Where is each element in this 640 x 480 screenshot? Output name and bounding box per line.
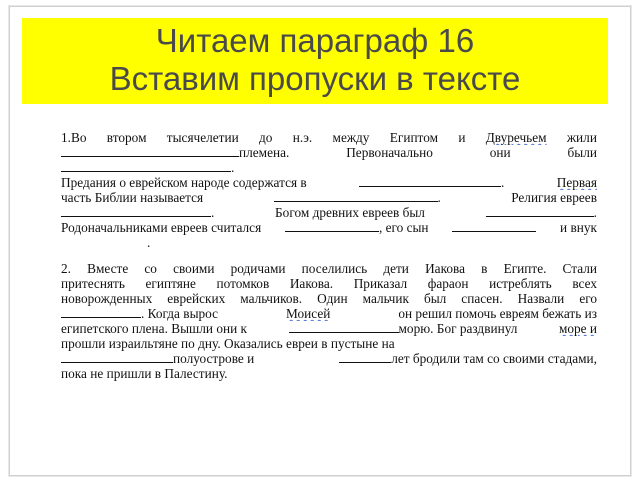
- fill-blank[interactable]: [274, 190, 438, 202]
- p2-text: притеснять египтяне потомков Иакова. Приказал фараон истреблять всех: [61, 276, 597, 291]
- fill-blank[interactable]: [285, 220, 379, 232]
- p1-text: и внук: [560, 220, 597, 235]
- p1-text: .: [593, 205, 597, 220]
- p1-line-8: [61, 235, 597, 250]
- fill-blank[interactable]: [289, 321, 399, 333]
- fill-blank[interactable]: [61, 351, 173, 363]
- p2-line-7: [61, 351, 597, 366]
- p2-text: прошли израильтяне по дну. Оказались евреи в пустыне на: [61, 336, 395, 351]
- p2-text: лет бродили там со своими стадами,: [391, 351, 597, 366]
- p1-word: между: [332, 130, 370, 145]
- p2-text: 2. Вместе со своими родичами поселились дети Иакова в Египте. Стали: [61, 261, 597, 276]
- p1-text: .: [501, 175, 505, 190]
- p1-text: , его сын: [378, 220, 429, 235]
- p2-line-1: [61, 261, 597, 276]
- p1-word: они: [489, 145, 511, 160]
- fill-blank[interactable]: [61, 145, 239, 157]
- p2-line-4: [61, 306, 597, 321]
- fill-blank[interactable]: [61, 306, 141, 318]
- p2-line-6: [61, 336, 597, 351]
- p2-text: море и: [558, 321, 597, 336]
- p1-word: Египтом: [389, 130, 439, 145]
- p1-text: Религия евреев: [511, 190, 597, 205]
- fill-blank[interactable]: [61, 160, 231, 172]
- slide-title-line-2: Вставим пропуски в тексте: [109, 60, 521, 97]
- p1-line-1: [61, 130, 597, 145]
- p1-word: 1.Во: [61, 130, 87, 145]
- p1-line-2: [61, 145, 597, 160]
- p2-text: полуострове и: [173, 351, 255, 366]
- p2-text: морю. Бог раздвинул: [398, 321, 518, 336]
- p2-text: он решил помочь евреям бежать из: [398, 306, 597, 321]
- p1-word: были: [567, 145, 597, 160]
- p2-text: Моисей: [286, 306, 331, 321]
- p1-line-5: [61, 190, 597, 205]
- p1-text: .: [231, 160, 235, 175]
- p2-line-2: [61, 276, 597, 291]
- p1-text: Предания о еврейском народе содержатся в: [61, 175, 307, 190]
- p1-line-6: [61, 205, 597, 220]
- p1-line-7: [61, 220, 597, 235]
- p1-word: племена.: [239, 145, 290, 160]
- p1-line-3: [61, 160, 597, 175]
- p1-text: Первая: [556, 175, 597, 190]
- p2-line-5: [61, 321, 597, 336]
- p1-text: .: [437, 190, 441, 205]
- p2-text: новорожденных еврейских мальчиков. Один мальчик был спасен. Назвали его: [61, 291, 597, 306]
- p1-word: и: [458, 130, 466, 145]
- p2-line-3: [61, 291, 597, 306]
- fill-blank[interactable]: [359, 175, 501, 187]
- p1-word: н.э.: [292, 130, 313, 145]
- fill-blank[interactable]: [486, 205, 594, 217]
- fill-blank[interactable]: [452, 220, 536, 232]
- p2-text: . Когда вырос: [141, 306, 219, 321]
- worksheet-text: [61, 130, 597, 381]
- p1-text: Родоначальниками евреев считался: [61, 220, 262, 235]
- p2-text: египетского плена. Вышли они к: [61, 321, 247, 336]
- p1-word: до: [259, 130, 273, 145]
- p1-word: втором: [106, 130, 147, 145]
- p1-word: Первоначально: [346, 145, 433, 160]
- p1-text: .: [211, 205, 215, 220]
- p1-text: часть Библии называется: [61, 190, 204, 205]
- p2-text: пока не пришли в Палестину.: [61, 366, 228, 381]
- p1-word: Двуречьем: [485, 130, 547, 145]
- p1-text: .: [147, 235, 151, 250]
- slide-title-line-1: Читаем параграф 16: [155, 22, 475, 59]
- fill-blank[interactable]: [339, 351, 391, 363]
- p1-text: Богом древних евреев был: [275, 205, 425, 220]
- p2-line-8: [61, 366, 597, 381]
- p1-word: тысячелетии: [166, 130, 239, 145]
- slide-title-box: [22, 18, 608, 104]
- p1-word: жили: [566, 130, 597, 145]
- fill-blank[interactable]: [61, 205, 211, 217]
- p1-line-4: [61, 175, 597, 190]
